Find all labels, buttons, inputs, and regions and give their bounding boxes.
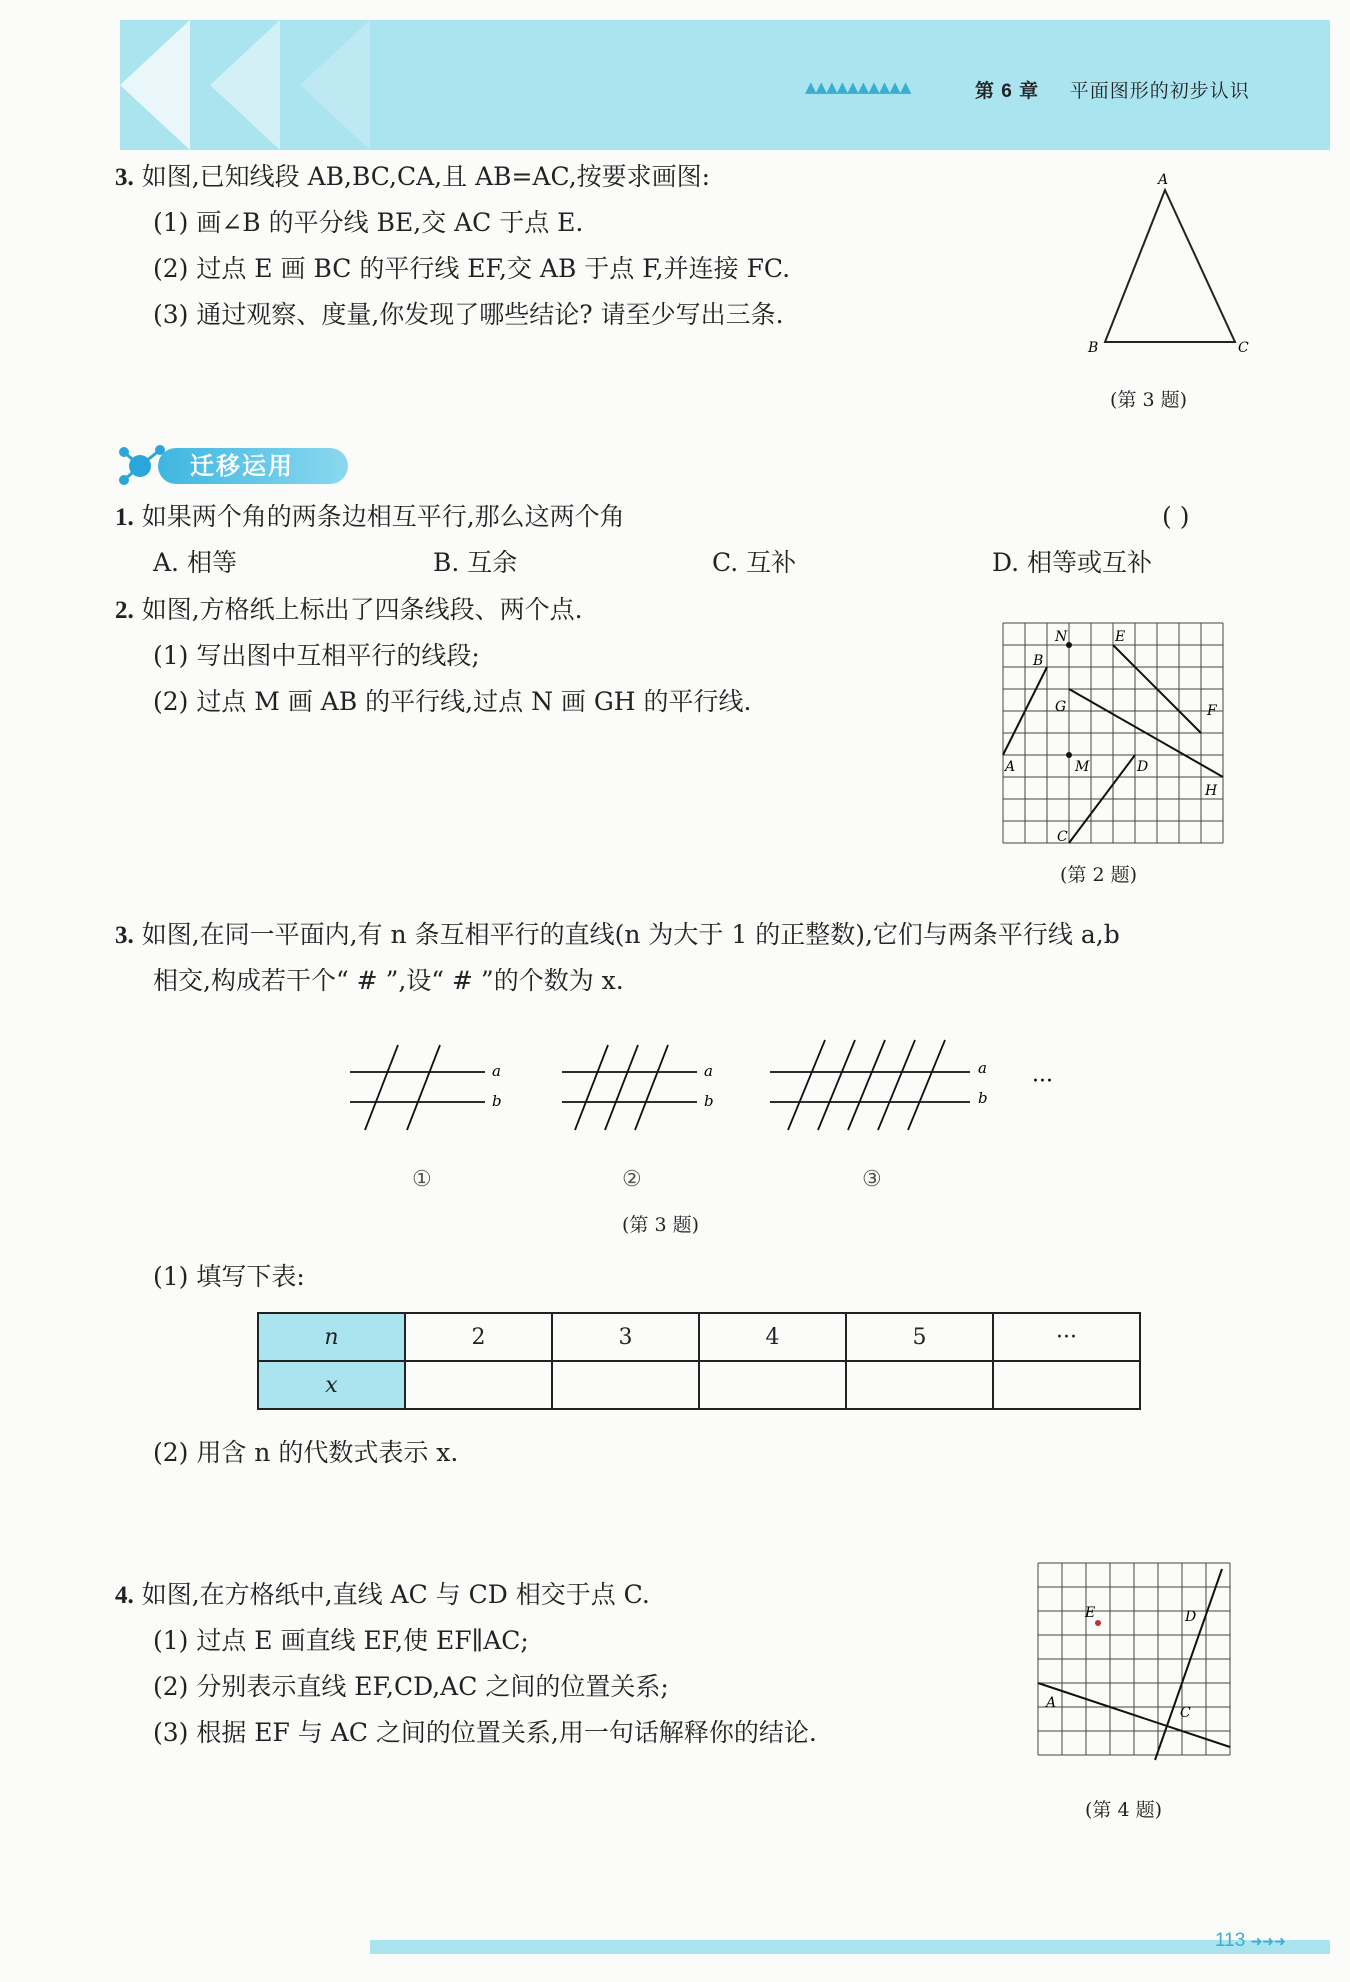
question-number: 3. bbox=[115, 164, 134, 191]
q2-part2: (2) 过点 M 画 AB 的平行线,过点 N 画 GH 的平行线. bbox=[153, 687, 752, 716]
label-a: A bbox=[1005, 759, 1016, 775]
label-c: C bbox=[1180, 1705, 1191, 1721]
label-b: b bbox=[704, 1092, 714, 1110]
question-number: 3. bbox=[115, 922, 134, 949]
question-number: 1. bbox=[115, 504, 134, 531]
label-b: B bbox=[1088, 340, 1099, 356]
table-answer-cell[interactable] bbox=[846, 1361, 993, 1409]
label-f: F bbox=[1207, 703, 1217, 719]
table-answer-cell[interactable] bbox=[405, 1361, 552, 1409]
figure-caption: (第 3 题) bbox=[1110, 389, 1187, 411]
q2-stem bbox=[115, 595, 583, 626]
q4-part3: (3) 根据 EF 与 AC 之间的位置关系,用一句话解释你的结论. bbox=[153, 1718, 817, 1747]
q4-part2: (2) 分别表示直线 EF,CD,AC 之间的位置关系; bbox=[153, 1672, 669, 1701]
triangle-figure bbox=[1070, 170, 1250, 370]
table-answer-cell[interactable] bbox=[699, 1361, 846, 1409]
q4-stem bbox=[115, 1580, 650, 1611]
table-cell: 2 bbox=[405, 1313, 552, 1361]
label-a: a bbox=[978, 1059, 987, 1077]
question-number: 4. bbox=[115, 1582, 134, 1609]
figure-index-3: ③ bbox=[862, 1167, 882, 1192]
chapter-title: 平面图形的初步认识 bbox=[1069, 81, 1250, 102]
label-d: D bbox=[1185, 1609, 1197, 1625]
question-text: 如图,已知线段 AB,BC,CA,且 AB=AC,按要求画图: bbox=[141, 162, 711, 191]
label-a: A bbox=[1046, 1695, 1057, 1711]
figure-caption: (第 3 题) bbox=[622, 1214, 699, 1236]
parallel-lines-figure bbox=[340, 1030, 1100, 1210]
label-m: M bbox=[1075, 759, 1090, 775]
table-cell: 5 bbox=[846, 1313, 993, 1361]
label-e: E bbox=[1115, 629, 1126, 645]
answer-table bbox=[257, 1312, 1141, 1410]
q4-part1: (1) 过点 E 画直线 EF,使 EF∥AC; bbox=[153, 1626, 529, 1655]
section-title: 迁移运用 bbox=[158, 448, 348, 484]
label-n: N bbox=[1055, 629, 1068, 645]
q3-top-stem bbox=[115, 162, 710, 193]
header-chevron bbox=[120, 20, 190, 150]
table-header-n: n bbox=[258, 1313, 405, 1361]
label-c: C bbox=[1238, 340, 1249, 356]
table-row bbox=[258, 1361, 1140, 1409]
table-header-x: x bbox=[258, 1361, 405, 1409]
answer-bracket: ( ) bbox=[1162, 502, 1190, 531]
q3-stem-line2: 相交,构成若干个“ # ”,设“ # ”的个数为 x. bbox=[153, 966, 624, 995]
option-d: D. 相等或互补 bbox=[992, 548, 1153, 577]
q3-top-part1: (1) 画∠B 的平分线 BE,交 AC 于点 E. bbox=[153, 208, 584, 237]
table-cell: ··· bbox=[993, 1313, 1140, 1361]
q3-top-part3: (3) 通过观察、度量,你发现了哪些结论? 请至少写出三条. bbox=[153, 300, 784, 329]
label-d: D bbox=[1137, 759, 1149, 775]
table-row bbox=[258, 1313, 1140, 1361]
section-tag bbox=[118, 444, 354, 488]
table-cell: 3 bbox=[552, 1313, 699, 1361]
option-a: A. 相等 bbox=[153, 548, 237, 577]
footer-band bbox=[370, 1940, 1330, 1954]
header-decoration: ▲▲▲▲▲▲▲▲▲▲ bbox=[805, 78, 911, 96]
q3-part1: (1) 填写下表: bbox=[153, 1262, 305, 1291]
label-b: b bbox=[492, 1092, 502, 1110]
table-answer-cell[interactable] bbox=[993, 1361, 1140, 1409]
figure-caption: (第 2 题) bbox=[1060, 864, 1137, 886]
label-b: b bbox=[978, 1089, 988, 1107]
ellipsis: ··· bbox=[1032, 1069, 1053, 1094]
label-a: A bbox=[1158, 172, 1169, 188]
header-chevron bbox=[300, 20, 370, 150]
q1-stem bbox=[115, 502, 625, 533]
table-answer-cell[interactable] bbox=[552, 1361, 699, 1409]
label-b: B bbox=[1033, 653, 1044, 669]
label-c: C bbox=[1057, 829, 1068, 845]
label-h: H bbox=[1205, 783, 1218, 799]
page-number bbox=[1215, 1930, 1286, 1952]
label-a: a bbox=[704, 1062, 713, 1080]
label-g: G bbox=[1055, 699, 1067, 715]
table-cell: 4 bbox=[699, 1313, 846, 1361]
grid-figure-q2 bbox=[995, 615, 1235, 845]
header-chevron bbox=[210, 20, 280, 150]
figure-caption: (第 4 题) bbox=[1085, 1799, 1162, 1821]
q2-part1: (1) 写出图中互相平行的线段; bbox=[153, 641, 480, 670]
page-number-value: 113 bbox=[1215, 1930, 1246, 1951]
question-number: 2. bbox=[115, 597, 134, 624]
question-text: 如果两个角的两条边相互平行,那么这两个角 bbox=[141, 502, 625, 531]
question-text: 如图,方格纸上标出了四条线段、两个点. bbox=[141, 595, 583, 624]
chapter-header bbox=[975, 76, 1250, 103]
option-b: B. 互余 bbox=[433, 548, 518, 577]
q3-part2: (2) 用含 n 的代数式表示 x. bbox=[153, 1438, 459, 1467]
option-c: C. 互补 bbox=[712, 548, 797, 577]
label-a: a bbox=[492, 1062, 501, 1080]
figure-index-2: ② bbox=[622, 1167, 642, 1192]
question-text: 如图,在方格纸中,直线 AC 与 CD 相交于点 C. bbox=[141, 1580, 650, 1609]
figure-index-1: ① bbox=[412, 1167, 432, 1192]
grid-figure-q4 bbox=[1030, 1555, 1240, 1765]
q3-top-part2: (2) 过点 E 画 BC 的平行线 EF,交 AB 于点 F,并连接 FC. bbox=[153, 254, 791, 283]
label-e: E bbox=[1085, 1605, 1096, 1621]
question-text: 如图,在同一平面内,有 n 条互相平行的直线(n 为大于 1 的正整数),它们与两条平行线 a,b bbox=[141, 920, 1120, 949]
q3-stem-line1 bbox=[115, 920, 1120, 951]
arrow-icon: ➜➜➜ bbox=[1250, 1933, 1286, 1949]
chapter-number: 第 6 章 bbox=[975, 81, 1040, 102]
